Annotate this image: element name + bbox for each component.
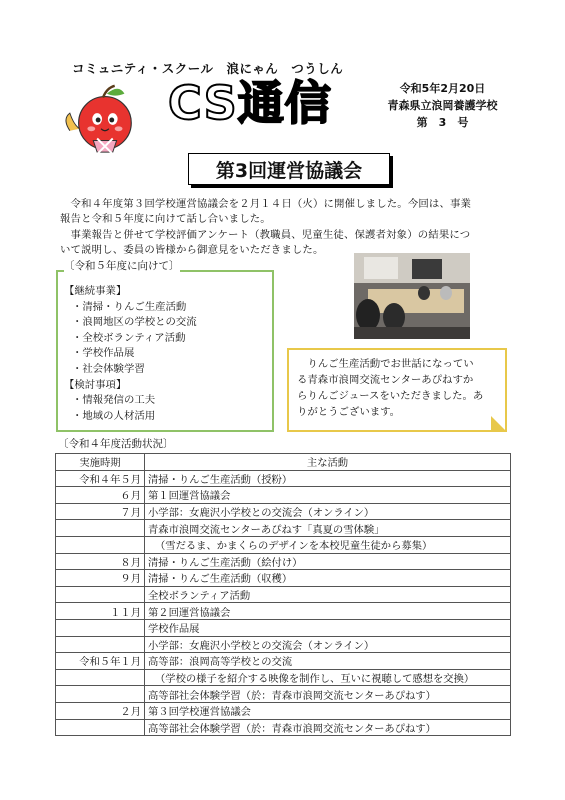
activity-period-cell: [56, 619, 145, 636]
activity-description-cell: 第２回運営協議会: [145, 603, 511, 620]
activity-description-cell: 清掃・りんご生産活動（絵付け）: [145, 553, 511, 570]
table-row: [56, 570, 511, 587]
table-header-row: [56, 454, 511, 471]
note-line: りがとうございます。: [297, 406, 401, 418]
activity-period-cell: ７月: [56, 503, 145, 520]
activity-description-cell: 高等部：浪岡高等学校との交流: [145, 653, 511, 670]
table-row: [56, 653, 511, 670]
issue-meta: [380, 80, 505, 131]
table-row: [56, 702, 511, 719]
plan-item: ・全校ボランティア活動: [72, 331, 186, 344]
activity-description-cell: 清掃・りんご生産活動（授粉）: [145, 470, 511, 487]
activities-caption: 〔令和４年度活動状況〕: [58, 438, 174, 450]
activity-period-cell: ６月: [56, 487, 145, 504]
activities-table: [55, 453, 511, 736]
activity-description-cell: 第１回運営協議会: [145, 487, 511, 504]
table-row: [56, 619, 511, 636]
continued-heading: 【継続事業】: [64, 285, 127, 297]
activity-description-cell: 小学部：女鹿沢小学校との交流会（オンライン）: [145, 503, 511, 520]
activity-description-cell: 青森市浪岡交流センターあぴねす「真夏の雪体験」: [145, 520, 511, 537]
plan-item: ・地域の人材活用: [72, 409, 156, 422]
activity-period-cell: 令和５年１月: [56, 653, 145, 670]
meeting-photo: [354, 253, 470, 339]
table-row: [56, 603, 511, 620]
activity-period-cell: 令和４年５月: [56, 470, 145, 487]
table-row: [56, 553, 511, 570]
table-row: [56, 636, 511, 653]
note-line: る青森市浪岡交流センターあぴねすか: [297, 374, 474, 386]
activity-period-cell: [56, 586, 145, 603]
plan-item: ・浪岡地区の学校との交流: [72, 316, 197, 329]
activity-period-cell: [56, 536, 145, 553]
masthead-title: CS通信: [168, 76, 332, 130]
article-title: 第3回運営協議会: [188, 153, 390, 185]
issue-date: 令和5年2月20日: [399, 82, 486, 95]
table-row: [56, 586, 511, 603]
note-line: らりんごジュースをいただきました。あ: [297, 390, 484, 402]
paragraph-line: 報告と令和５年度に向けて話し合いました。: [60, 213, 271, 225]
table-row: [56, 719, 511, 736]
article-paragraph-1: [60, 197, 471, 227]
activity-period-cell: [56, 719, 145, 736]
plan-item: ・情報発信の工夫: [72, 394, 156, 407]
activity-period-cell: ２月: [56, 702, 145, 719]
activity-period-cell: [56, 520, 145, 537]
apple-cat-mascot-illustration: [64, 80, 142, 158]
plan-item: ・学校作品展: [72, 347, 135, 360]
next-year-plan-box: [56, 260, 274, 432]
table-row: [56, 487, 511, 504]
plan-list: [64, 284, 197, 424]
activity-description-cell: （雪だるま、かまくらのデザインを本校児童生徒から募集）: [145, 536, 511, 553]
activity-period-cell: [56, 669, 145, 686]
table-row: [56, 536, 511, 553]
column-header-what: 主な活動: [145, 454, 511, 471]
review-heading: 【検討事項】: [64, 378, 127, 391]
activity-period-cell: ８月: [56, 553, 145, 570]
table-row: [56, 470, 511, 487]
thanks-note: [287, 348, 507, 432]
issue-number: 第 3 号: [416, 116, 469, 129]
table-row: [56, 503, 511, 520]
plan-item: ・清掃・りんご生産活動: [72, 300, 187, 313]
activity-period-cell: [56, 636, 145, 653]
activity-description-cell: 高等部社会体験学習（於：青森市浪岡交流センターあぴねす）: [145, 719, 511, 736]
paragraph-line: 令和４年度第３回学校運営協議会を２月１４日（火）に開催しました。今回は、事業: [60, 198, 472, 210]
activity-period-cell: １１月: [56, 603, 145, 620]
note-corner-fold: [491, 416, 507, 432]
newsletter-series-title: コミュニティ・スクール 浪にゃん つうしん: [72, 61, 344, 76]
activity-description-cell: 学校作品展: [145, 619, 511, 636]
note-text: [297, 356, 483, 420]
paragraph-line: いて説明し、委員の皆様から御意見をいただきました。: [60, 244, 324, 256]
activity-description-cell: 第３回学校運営協議会: [145, 702, 511, 719]
table-row: [56, 669, 511, 686]
activities-table-body: [56, 470, 511, 736]
activity-description-cell: 高等部社会体験学習（於：青森市浪岡交流センターあぴねす）: [145, 686, 511, 703]
plan-caption: 〔令和５年度に向けて〕: [64, 260, 180, 272]
activity-description-cell: 清掃・りんご生産活動（収穫）: [145, 570, 511, 587]
table-row: [56, 520, 511, 537]
plan-item: ・社会体験学習: [72, 362, 145, 375]
school-name: 青森県立浪岡養護学校: [387, 99, 498, 112]
activity-period-cell: [56, 686, 145, 703]
table-row: [56, 686, 511, 703]
activity-period-cell: ９月: [56, 570, 145, 587]
paragraph-line: 事業報告と併せて学校評価アンケート（教職員、児童生徒、保護者対象）の結果につ: [60, 229, 471, 241]
column-header-when: 実施時期: [56, 454, 145, 471]
activity-description-cell: 全校ボランティア活動: [145, 586, 511, 603]
activity-description-cell: 小学部：女鹿沢小学校との交流会（オンライン）: [145, 636, 511, 653]
note-line: りんご生産活動でお世話になってい: [297, 358, 474, 370]
activity-description-cell: （学校の様子を紹介する映像を制作し、互いに視聴して感想を交換）: [145, 669, 511, 686]
